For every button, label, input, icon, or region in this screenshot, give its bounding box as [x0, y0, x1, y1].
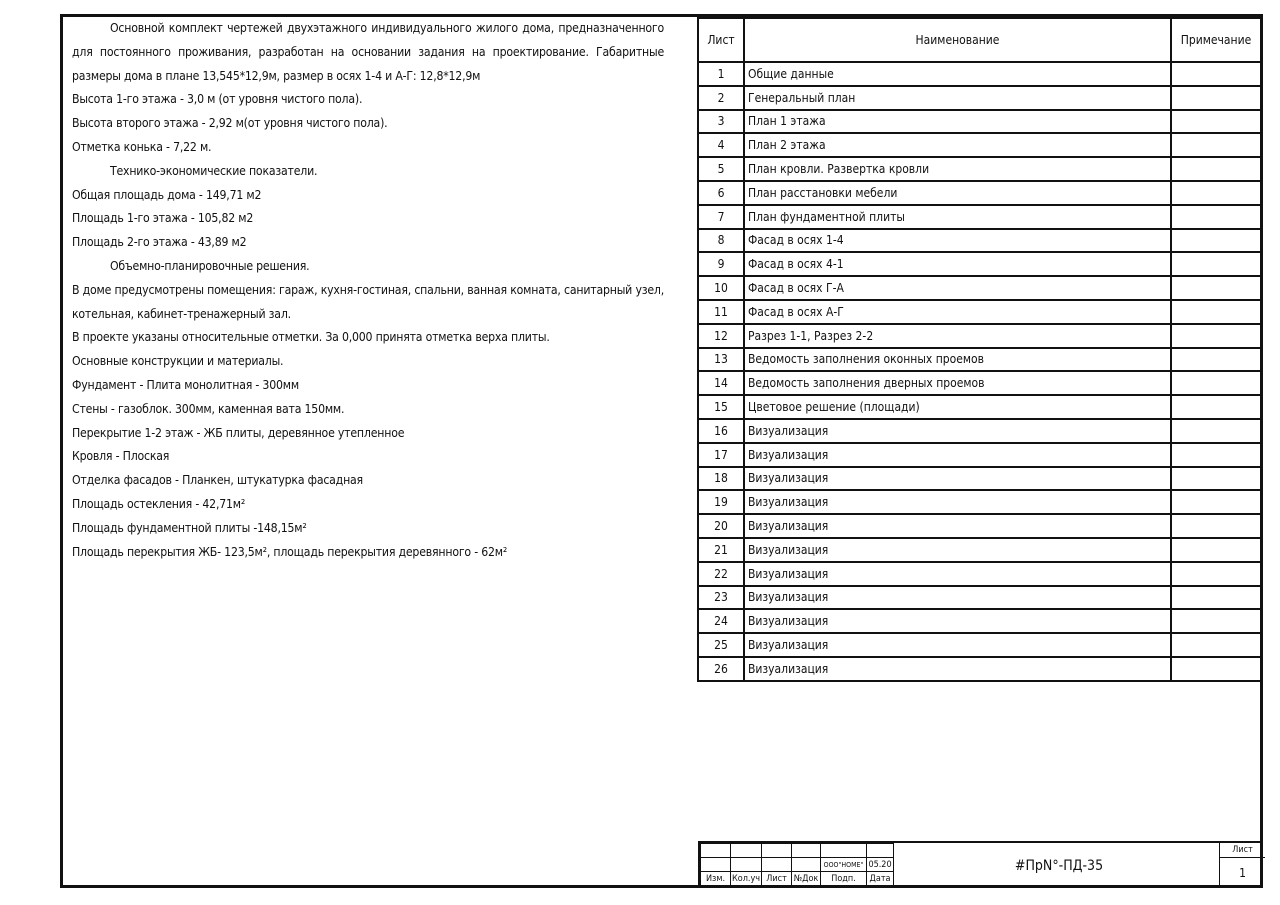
- sheet-note-cell: [1171, 157, 1261, 181]
- sheet-name-cell: Визуализация: [744, 443, 1171, 467]
- sheet-note-cell: [1171, 86, 1261, 110]
- sheet-note-cell: [1171, 110, 1261, 134]
- note-line: Стены - газоблок. 300мм, каменная вата 150мм.: [72, 401, 345, 416]
- sheet-number-cell: 7: [698, 205, 744, 229]
- sheet-name-cell: Фасад в осях А-Г: [744, 300, 1171, 324]
- note-line: Площадь 1-го этажа - 105,82 м2: [72, 211, 254, 226]
- sheet-note-cell: [1171, 514, 1261, 538]
- sheet-note-cell: [1171, 276, 1261, 300]
- note-line: Кровля - Плоская: [72, 449, 170, 464]
- sheet-name-cell: Визуализация: [744, 562, 1171, 586]
- table-row: [698, 229, 1261, 253]
- note-line: Высота 1-го этажа - 3,0 м (от уровня чистого пола).: [72, 92, 363, 107]
- sheet-name-cell: Фасад в осях 1-4: [744, 229, 1171, 253]
- note-line: Основные конструкции и материалы.: [72, 354, 284, 369]
- sheet-number-cell: 24: [698, 609, 744, 633]
- revision-block: [700, 843, 894, 886]
- table-row: [698, 86, 1261, 110]
- table-row: [698, 586, 1261, 610]
- sheet-note-cell: [1171, 62, 1261, 86]
- company-stamp: ООО"HOME": [821, 858, 867, 872]
- sheet-name-cell: Визуализация: [744, 657, 1171, 681]
- sheet-note-cell: [1171, 419, 1261, 443]
- sheet-note-cell: [1171, 395, 1261, 419]
- note-line: размеры дома в плане 13,545*12,9м, размер в осях 1-4 и А-Г: 12,8*12,9м: [72, 68, 481, 83]
- header-sheet: Лист: [698, 18, 744, 62]
- header-note: Примечание: [1171, 18, 1261, 62]
- sheet-name-cell: План кровли. Развертка кровли: [744, 157, 1171, 181]
- sheet-number-cell: 20: [698, 514, 744, 538]
- note-line: Общая площадь дома - 149,71 м2: [72, 187, 262, 202]
- table-header-row: [698, 18, 1261, 62]
- table-row: [698, 133, 1261, 157]
- note-line: котельная, кабинет-тренажерный зал.: [72, 306, 291, 321]
- sheet-name-cell: Фасад в осях 4-1: [744, 252, 1171, 276]
- sheet-note-cell: [1171, 562, 1261, 586]
- sheet-name-cell: Визуализация: [744, 609, 1171, 633]
- note-line: Фундамент - Плита монолитная - 300мм: [72, 377, 299, 392]
- sheet-name-cell: Визуализация: [744, 467, 1171, 491]
- sheet-note-cell: [1171, 443, 1261, 467]
- table-row: [698, 371, 1261, 395]
- table-row: [698, 324, 1261, 348]
- sheet-name-cell: Визуализация: [744, 538, 1171, 562]
- document-code: #ПрN°-ПД-35: [1014, 857, 1104, 874]
- sheet-number-cell: 11: [698, 300, 744, 324]
- sheet-number-cell: 17: [698, 443, 744, 467]
- sheet-number-cell: 6: [698, 181, 744, 205]
- note-line: Объемно-планировочные решения.: [110, 258, 310, 273]
- stamp-date: 05.20: [868, 859, 892, 870]
- table-row: [698, 276, 1261, 300]
- sheet-number-cell: 22: [698, 562, 744, 586]
- stamp-label: Подп.: [821, 872, 867, 886]
- stamp-label: Дата: [867, 872, 894, 886]
- note-line: Площадь перекрытия ЖБ- 123,5м², площадь перекрытия деревянного - 62м²: [72, 544, 508, 559]
- note-line: Отметка конька - 7,22 м.: [72, 139, 212, 154]
- sheet-number-cell: 8: [698, 229, 744, 253]
- table-row: [698, 657, 1261, 681]
- table-row: [698, 562, 1261, 586]
- sheet-name-cell: Фасад в осях Г-А: [744, 276, 1171, 300]
- sheet-number-cell: 25: [698, 633, 744, 657]
- sheet-number-cell: 4: [698, 133, 744, 157]
- sheet-note-cell: [1171, 300, 1261, 324]
- sheet-note-cell: [1171, 586, 1261, 610]
- sheet-number: 1: [1239, 866, 1246, 880]
- table-row: [698, 443, 1261, 467]
- sheet-number-cell: 21: [698, 538, 744, 562]
- sheet-note-cell: [1171, 657, 1261, 681]
- sheet-name-cell: Разрез 1-1, Разрез 2-2: [744, 324, 1171, 348]
- note-line: Площадь фундаментной плиты -148,15м²: [72, 520, 307, 535]
- sheet-note-cell: [1171, 229, 1261, 253]
- note-line: В проекте указаны относительные отметки. За 0,000 принята отметка верха плиты.: [72, 330, 550, 345]
- note-line: Технико-экономические показатели.: [110, 163, 318, 178]
- sheet-number-cell: 18: [698, 467, 744, 491]
- sheet-name-cell: Цветовое решение (площади): [744, 395, 1171, 419]
- sheet-number-cell: 14: [698, 371, 744, 395]
- sheet-name-cell: Визуализация: [744, 633, 1171, 657]
- header-name: Наименование: [744, 18, 1171, 62]
- sheet-note-cell: [1171, 324, 1261, 348]
- table-row: [698, 514, 1261, 538]
- sheet-name-cell: План 1 этажа: [744, 110, 1171, 134]
- note-line: Площадь 2-го этажа - 43,89 м2: [72, 235, 247, 250]
- note-line: Высота второго этажа - 2,92 м(от уровня чистого пола).: [72, 116, 388, 131]
- sheet-number-cell: 1: [698, 62, 744, 86]
- sheet-number-cell: 16: [698, 419, 744, 443]
- sheet-number-cell: 23: [698, 586, 744, 610]
- stamp-label: Изм.: [701, 872, 731, 886]
- sheet-name-cell: Ведомость заполнения дверных проемов: [744, 371, 1171, 395]
- sheet-name-cell: План расстановки мебели: [744, 181, 1171, 205]
- stamp-label: №Док: [792, 872, 821, 886]
- note-line: В доме предусмотрены помещения: гараж, кухня-гостиная, спальни, ванная комната, санитарный узел,: [72, 282, 664, 297]
- sheet-note-cell: [1171, 467, 1261, 491]
- stamp-label: Кол.уч: [732, 873, 761, 884]
- sheet-note-cell: [1171, 181, 1261, 205]
- sheet-number-cell: 5: [698, 157, 744, 181]
- table-row: [698, 538, 1261, 562]
- sheet-list-table: [697, 17, 1262, 682]
- table-row: [698, 348, 1261, 372]
- table-row: [698, 419, 1261, 443]
- stamp-label: Лист: [762, 872, 792, 886]
- general-notes: [72, 17, 664, 564]
- sheet-name-cell: Визуализация: [744, 419, 1171, 443]
- table-row: [698, 252, 1261, 276]
- sheet-number-cell: 2: [698, 86, 744, 110]
- note-line: Площадь остекления - 42,71м²: [72, 496, 246, 511]
- table-row: [698, 110, 1261, 134]
- sheet-number-cell: 26: [698, 657, 744, 681]
- sheet-number-cell: 3: [698, 110, 744, 134]
- sheet-note-cell: [1171, 205, 1261, 229]
- note-line: Основной комплект чертежей двухэтажного индивидуального жилого дома, предназначенного: [110, 21, 664, 35]
- table-row: [698, 395, 1261, 419]
- sheet-note-cell: [1171, 538, 1261, 562]
- table-row: [698, 157, 1261, 181]
- sheet-name-cell: Генеральный план: [744, 86, 1171, 110]
- table-row: [698, 181, 1261, 205]
- note-line: для постоянного проживания, разработан на основании задания на проектирование. Габаритные: [72, 44, 664, 59]
- sheet-name-cell: Общие данные: [744, 62, 1171, 86]
- sheet-note-cell: [1171, 490, 1261, 514]
- sheet-name-cell: Ведомость заполнения оконных проемов: [744, 348, 1171, 372]
- table-row: [698, 467, 1261, 491]
- note-line: Отделка фасадов - Планкен, штукатурка фасадная: [72, 473, 363, 488]
- sheet-note-cell: [1171, 133, 1261, 157]
- table-row: [698, 62, 1261, 86]
- sheet-number-cell: 19: [698, 490, 744, 514]
- sheet-number-box: [1219, 843, 1265, 888]
- sheet-note-cell: [1171, 252, 1261, 276]
- sheet-number-cell: 9: [698, 252, 744, 276]
- sheet-note-cell: [1171, 633, 1261, 657]
- sheet-number-cell: 12: [698, 324, 744, 348]
- sheet-note-cell: [1171, 348, 1261, 372]
- sheet-note-cell: [1171, 609, 1261, 633]
- sheet-name-cell: План фундаментной плиты: [744, 205, 1171, 229]
- table-row: [698, 609, 1261, 633]
- sheet-note-cell: [1171, 371, 1261, 395]
- note-line: Перекрытие 1-2 этаж - ЖБ плиты, деревянное утепленное: [72, 425, 405, 440]
- sheet-number-cell: 10: [698, 276, 744, 300]
- sheet-name-cell: Визуализация: [744, 490, 1171, 514]
- table-row: [698, 490, 1261, 514]
- table-row: [698, 300, 1261, 324]
- sheet-number-cell: 15: [698, 395, 744, 419]
- sheet-label: Лист: [1220, 843, 1265, 858]
- sheet-number-cell: 13: [698, 348, 744, 372]
- sheet-name-cell: Визуализация: [744, 514, 1171, 538]
- sheet-name-cell: Визуализация: [744, 586, 1171, 610]
- table-row: [698, 205, 1261, 229]
- table-row: [698, 633, 1261, 657]
- sheet-name-cell: План 2 этажа: [744, 133, 1171, 157]
